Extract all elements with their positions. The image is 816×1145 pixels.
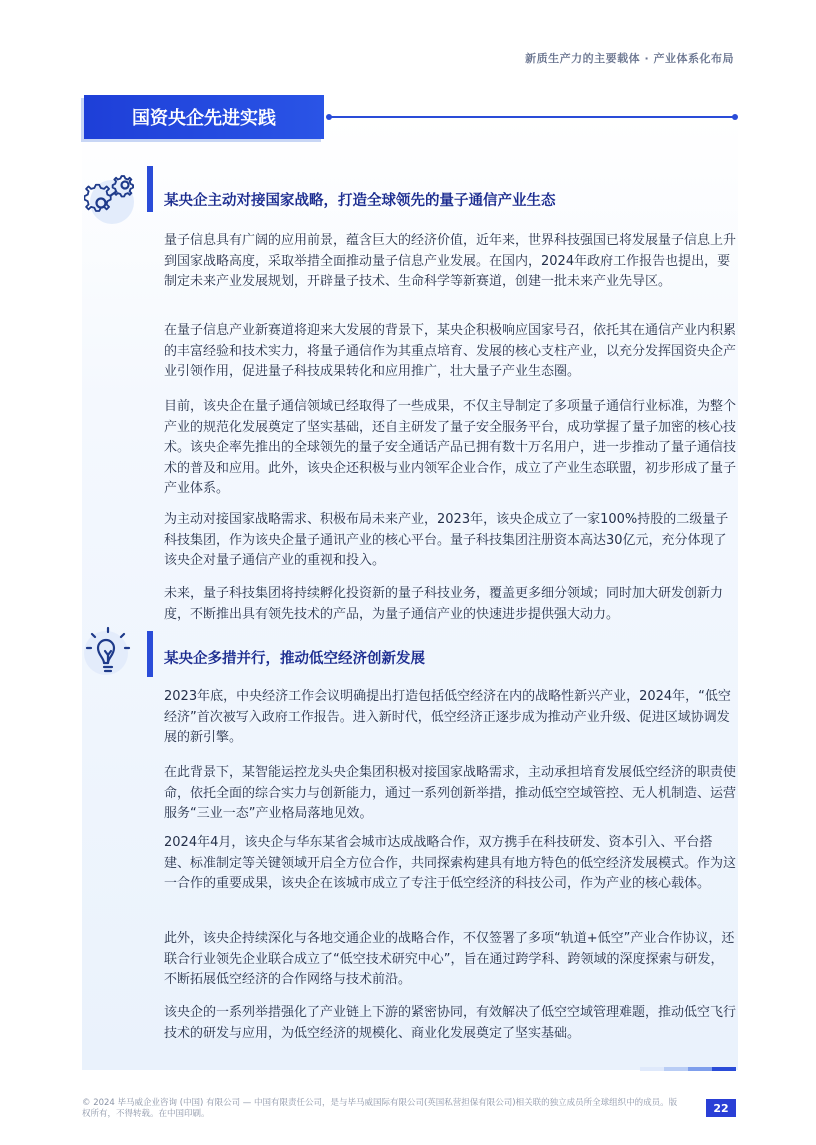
gears-icon [84,168,148,232]
running-header: 新质生产力的主要载体 · 产业体系化布局 [525,52,734,65]
divider-dot-left [326,114,332,120]
section1-paragraph: 为主动对接国家战略需求、积极布局未来产业，2023年，该央企成立了一家100%持股的二级量子科技集团，作为该央企量子通讯产业的核心平台。量子科技集团注册资本高达30亿元，充分体现了该央企对量子通信产业的重视和投入。 [164,512,729,568]
section2-paragraph: 此外，该央企持续深化与各地交通企业的战略合作，不仅签署了多项“轨道+低空”产业合作协议，还联合行业领先企业联合成立了“低空技术研究中心”，旨在通过跨学科、跨领域的深度探索与研发，不断拓展低空经济的合作网络与技术前沿。 [164,931,735,987]
section1-accent-bar [147,166,153,212]
page-title-label: 国资央企先进实践 [132,108,276,129]
section2-paragraph: 2024年4月，该央企与华东某省会城市达成战略合作，双方携手在科技研发、资本引入、平台搭建、标准制定等关键领域开启全方位合作，共同探索构建具有地方特色的低空经济发展模式。作为这一合作的重要成果，该央企在该城市成立了专注于低空经济的科技公司，作为产业的核心载体。 [164,835,737,891]
decor-strip-3 [688,1067,712,1071]
section1-paragraph: 在量子信息产业新赛道将迎来大发展的背景下，某央企积极响应国家号召，依托其在通信产业内积累的丰富经验和技术实力，将量子通信作为其重点培育、发展的核心支柱产业，以充分发挥国资央企产业引领作用，促进量子科技成果转化和应用推广，壮大量子产业生态圈。 [164,323,737,379]
footer-copyright: © 2024 毕马威企业咨询 (中国) 有限公司 — 中国有限责任公司，是与毕马威国际有限公司(英国私营担保有限公司)相关联的独立成员所全球组织中的成员。版权所有，不得转载。在中国印刷。 [82,1098,678,1119]
page-title [84,95,324,139]
section1-paragraph: 量子信息具有广阔的应用前景，蕴含巨大的经济价值，近年来，世界科技强国已将发展量子信息上升到国家战略高度，采取举措全面推动量子信息产业发展。在国内，2024年政府工作报告也提出，要制定未来产业发展规划，开辟量子技术、生命科学等新赛道，创建一批未来产业先导区。 [164,233,737,289]
divider-dot-right [732,114,738,120]
section1-paragraph: 未来，量子科技集团将持续孵化投资新的量子科技业务，覆盖更多细分领域；同时加大研发创新力度，不断推出具有领先技术的产品，为量子通信产业的快速进步提供强大动力。 [164,586,724,622]
decor-strip-2 [664,1067,688,1071]
lightbulb-icon [80,623,144,687]
section2-accent-bar [147,631,153,677]
decor-strip-4 [712,1067,736,1071]
section1-heading: 某央企主动对接国家战略，打造全球领先的量子通信产业生态 [164,193,556,209]
section2-paragraph: 在此背景下，某智能运控龙头央企集团积极对接国家战略需求，主动承担培育发展低空经济的职责使命，依托全面的综合实力与创新能力，通过一系列创新举措，推动低空空域管控、无人机制造、运营服务“三业一态”产业格局落地见效。 [164,765,737,821]
title-divider-line [330,116,734,118]
section1-paragraph: 目前，该央企在量子通信领域已经取得了一些成果，不仅主导制定了多项量子通信行业标准，为整个产业的规范化发展奠定了坚实基础，还自主研发了量子安全服务平台，成功掌握了量子加密的核心技术。该央企率先推出的全球领先的量子安全通话产品已拥有数十万名用户，进一步推动了量子通信技术的普及和应用。此外，该央企还积极与业内领军企业合作，成立了产业生态联盟，初步形成了量子产业体系。 [164,399,737,496]
section2-paragraph: 2023年底，中央经济工作会议明确提出打造包括低空经济在内的战略性新兴产业，2024年，“低空经济”首次被写入政府工作报告。进入新时代，低空经济正逐步成为推动产业升级、促进区域协调发展的新引擎。 [164,689,731,745]
decor-strip-1 [640,1067,664,1071]
section2-heading: 某央企多措并行，推动低空经济创新发展 [164,651,425,667]
page-number-label: 22 [713,1101,729,1115]
page-number [706,1099,736,1117]
section2-paragraph: 该央企的一系列举措强化了产业链上下游的紧密协同，有效解决了低空空域管理难题，推动低空飞行技术的研发与应用，为低空经济的规模化、商业化发展奠定了坚实基础。 [164,1005,737,1041]
